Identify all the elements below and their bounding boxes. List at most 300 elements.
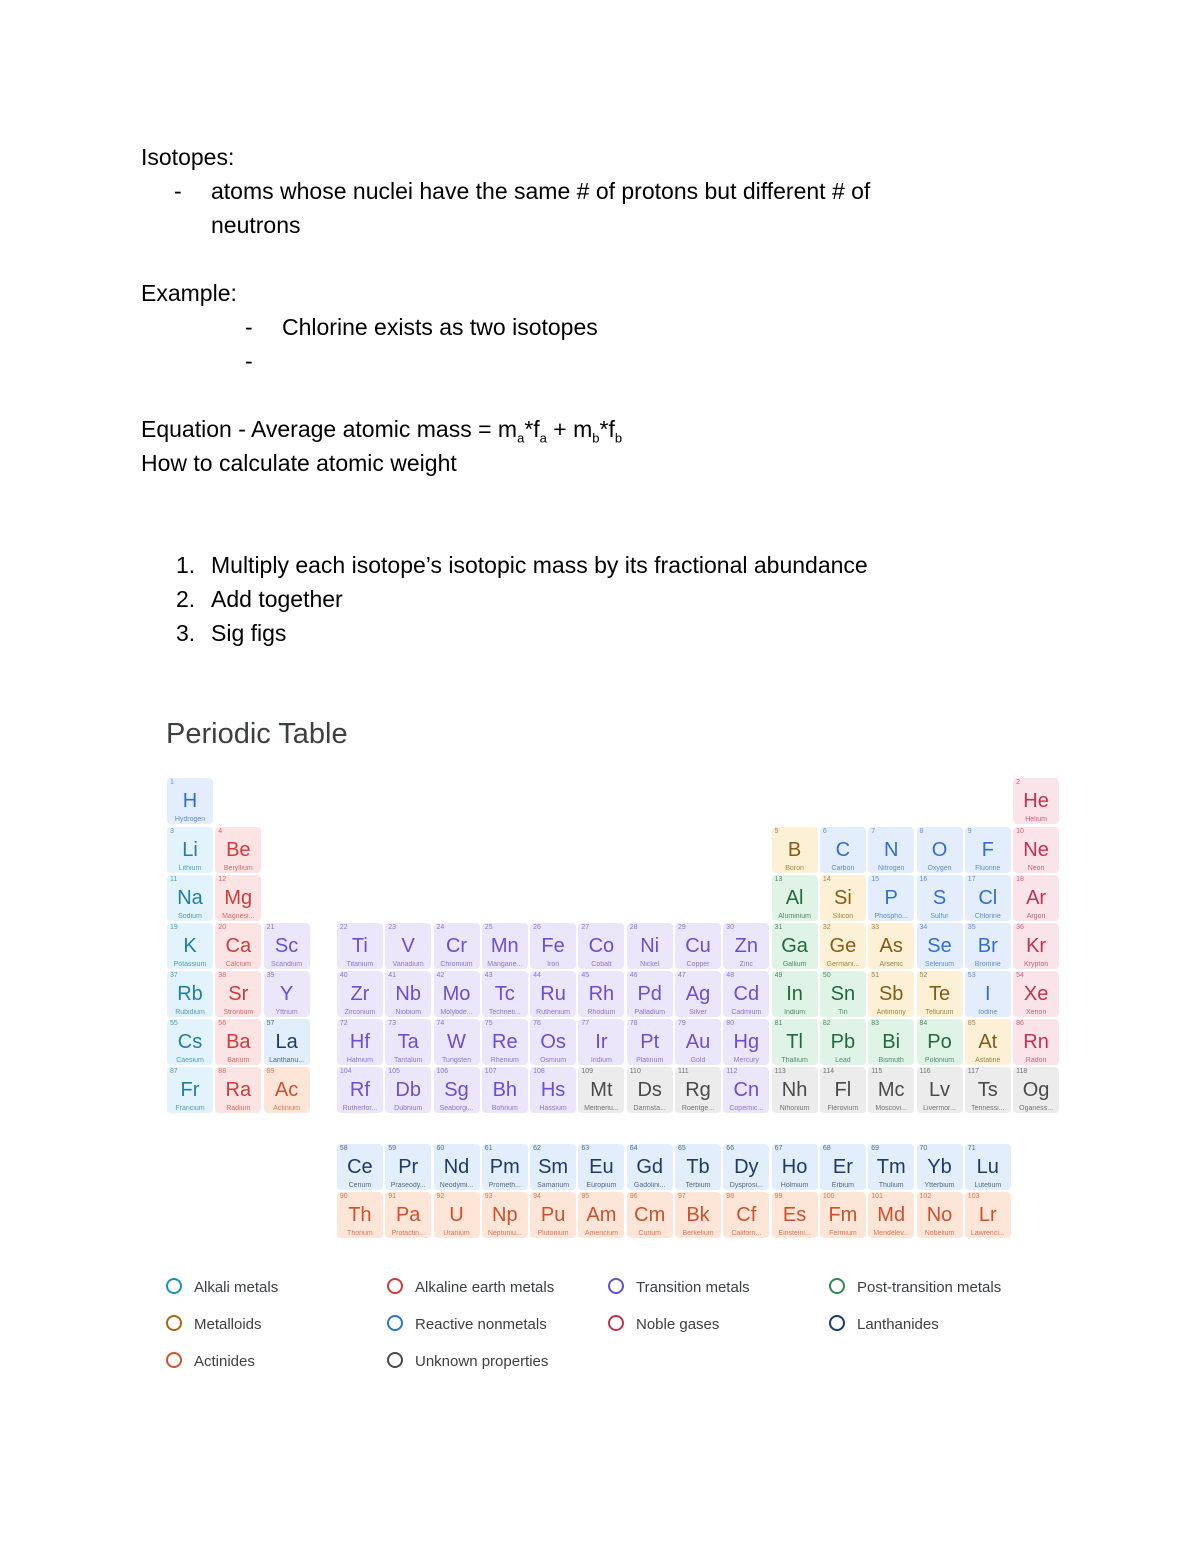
element-symbol: Na bbox=[177, 887, 203, 909]
element-cell-co bbox=[578, 923, 624, 969]
atomic-number: 57 bbox=[266, 1020, 275, 1027]
element-symbol: U bbox=[449, 1204, 464, 1226]
atomic-number: 99 bbox=[774, 1193, 783, 1200]
element-cell-th bbox=[337, 1192, 383, 1238]
atomic-number: 40 bbox=[339, 972, 348, 979]
atomic-number: 55 bbox=[170, 1020, 178, 1027]
element-cell-as bbox=[868, 923, 914, 969]
element-cell-sm bbox=[530, 1144, 576, 1190]
legend-circle-icon bbox=[829, 1315, 845, 1331]
atomic-number: 49 bbox=[774, 972, 783, 979]
atomic-number: 5 bbox=[774, 828, 779, 835]
element-cell-tl bbox=[772, 1019, 818, 1065]
step-text: Sig figs bbox=[211, 620, 287, 646]
element-name: Ytterbium bbox=[924, 1182, 955, 1189]
atomic-number: 72 bbox=[339, 1020, 348, 1027]
element-symbol: Cf bbox=[736, 1204, 757, 1226]
atomic-number: 25 bbox=[484, 924, 493, 931]
atomic-number: 83 bbox=[871, 1020, 879, 1027]
element-name: Nobelium bbox=[924, 1230, 955, 1237]
element-symbol: Er bbox=[832, 1156, 853, 1178]
element-cell-ho bbox=[772, 1144, 818, 1190]
how-to-heading: How to calculate atomic weight bbox=[141, 450, 457, 476]
element-cell-cr bbox=[434, 923, 480, 969]
element-cell-hf bbox=[337, 1019, 383, 1065]
element-name: Hafnium bbox=[346, 1057, 373, 1064]
element-cell-pd bbox=[627, 971, 673, 1017]
element-symbol: Bh bbox=[492, 1079, 518, 1101]
element-name: Thorium bbox=[347, 1230, 373, 1237]
bullet-dash: - bbox=[245, 348, 253, 374]
atomic-number: 21 bbox=[266, 924, 275, 931]
atomic-number: 79 bbox=[678, 1020, 686, 1027]
element-name: Cerium bbox=[348, 1182, 372, 1189]
atomic-number: 39 bbox=[266, 972, 275, 979]
element-symbol: Fm bbox=[828, 1204, 858, 1226]
element-name: Fermium bbox=[829, 1230, 857, 1237]
element-name: Thulium bbox=[878, 1182, 904, 1189]
element-cell-se bbox=[917, 923, 963, 969]
element-name: Iridium bbox=[590, 1057, 612, 1064]
element-name: Moscovi... bbox=[875, 1105, 907, 1112]
atomic-number: 84 bbox=[919, 1020, 928, 1027]
element-cell-rb bbox=[167, 971, 213, 1017]
element-symbol: Bi bbox=[882, 1031, 901, 1053]
element-symbol: Se bbox=[927, 935, 952, 957]
element-name: Plutonium bbox=[537, 1230, 569, 1237]
atomic-number: 62 bbox=[533, 1145, 541, 1152]
element-symbol: In bbox=[786, 983, 803, 1005]
legend-item-al bbox=[166, 1278, 278, 1296]
element-cell-ta bbox=[385, 1019, 431, 1065]
element-cell-xe bbox=[1013, 971, 1059, 1017]
atomic-number: 80 bbox=[726, 1020, 735, 1027]
atomic-number: 10 bbox=[1016, 828, 1024, 835]
element-symbol: H bbox=[182, 790, 198, 812]
element-name: Zinc bbox=[739, 961, 753, 968]
eq-sub-b: b bbox=[614, 430, 623, 446]
atomic-number: 104 bbox=[339, 1068, 352, 1075]
atomic-number: 34 bbox=[919, 924, 928, 931]
element-symbol: Pr bbox=[398, 1156, 419, 1178]
element-name: Europium bbox=[586, 1182, 617, 1189]
element-symbol: Os bbox=[540, 1031, 566, 1053]
element-cell-er bbox=[820, 1144, 866, 1190]
notes-section bbox=[141, 140, 871, 650]
element-symbol: Pd bbox=[637, 983, 662, 1005]
element-name: Rhenium bbox=[490, 1057, 519, 1064]
element-cell-mt bbox=[578, 1067, 624, 1113]
atomic-number: 77 bbox=[581, 1020, 590, 1027]
element-cell-mg bbox=[215, 875, 261, 921]
atomic-number: 59 bbox=[388, 1145, 396, 1152]
element-name: Cadmium bbox=[731, 1009, 762, 1016]
atomic-number: 51 bbox=[871, 972, 879, 979]
atomic-number: 46 bbox=[629, 972, 638, 979]
atomic-number: 68 bbox=[822, 1145, 831, 1152]
element-cell-cs bbox=[167, 1019, 213, 1065]
element-symbol: Pm bbox=[489, 1156, 520, 1178]
element-symbol: Pb bbox=[830, 1031, 856, 1053]
element-name: Calcium bbox=[225, 961, 251, 968]
element-name: Livermor... bbox=[923, 1105, 956, 1112]
atomic-number: 14 bbox=[822, 876, 831, 883]
atomic-number: 102 bbox=[919, 1193, 932, 1200]
isotopes-definition-text: atoms whose nuclei have the same # of protons but different # of bbox=[211, 178, 871, 204]
element-cell-ru bbox=[530, 971, 576, 1017]
element-cell-mo bbox=[434, 971, 480, 1017]
element-cell-v bbox=[385, 923, 431, 969]
legend-circle-icon bbox=[387, 1278, 403, 1294]
atomic-number: 50 bbox=[822, 972, 831, 979]
element-cell-sr bbox=[215, 971, 261, 1017]
element-symbol: Kr bbox=[1026, 935, 1047, 957]
element-symbol: Rn bbox=[1023, 1031, 1049, 1053]
element-name: Seaborgi... bbox=[439, 1105, 474, 1112]
element-name: Xenon bbox=[1025, 1009, 1047, 1016]
legend-label: Metalloids bbox=[194, 1316, 262, 1333]
element-name: Mercury bbox=[733, 1057, 759, 1064]
element-cell-es bbox=[772, 1192, 818, 1238]
legend-label: Post-transition metals bbox=[857, 1279, 1002, 1296]
element-name: Potassium bbox=[173, 961, 207, 968]
element-name: Dubnium bbox=[394, 1105, 423, 1112]
element-cell-tb bbox=[675, 1144, 721, 1190]
element-symbol: Al bbox=[785, 887, 804, 909]
element-symbol: Nd bbox=[443, 1156, 470, 1178]
element-name: Tin bbox=[838, 1009, 848, 1016]
element-symbol: Tm bbox=[876, 1156, 906, 1178]
atomic-number: 64 bbox=[629, 1145, 638, 1152]
atomic-number: 44 bbox=[533, 972, 541, 979]
element-cell-si bbox=[820, 875, 866, 921]
element-cell-ts bbox=[965, 1067, 1011, 1113]
element-symbol: Xe bbox=[1023, 983, 1049, 1005]
element-name: Platinum bbox=[636, 1057, 664, 1064]
element-name: Lutetium bbox=[974, 1182, 1002, 1189]
element-cell-yb bbox=[917, 1144, 963, 1190]
element-cell-ir bbox=[578, 1019, 624, 1065]
element-cell-rn bbox=[1013, 1019, 1059, 1065]
element-symbol: Cl bbox=[978, 887, 998, 909]
eq-f: f bbox=[608, 416, 615, 442]
element-name: Bohrium bbox=[491, 1105, 518, 1112]
element-cell-no bbox=[917, 1192, 963, 1238]
atomic-number: 101 bbox=[871, 1193, 883, 1200]
element-cell-db bbox=[385, 1067, 431, 1113]
element-symbol: Lu bbox=[976, 1156, 999, 1178]
step-text: Multiply each isotope’s isotopic mass by its fractional abundance bbox=[211, 552, 868, 578]
element-cell-pm bbox=[482, 1144, 528, 1190]
element-symbol: Pu bbox=[540, 1204, 566, 1226]
legend-item-ng bbox=[608, 1315, 719, 1333]
atomic-number: 22 bbox=[339, 924, 348, 931]
element-name: Yttrium bbox=[275, 1009, 298, 1016]
element-name: Hassium bbox=[539, 1105, 567, 1112]
element-name: Oganess... bbox=[1019, 1105, 1054, 1112]
atomic-number: 93 bbox=[484, 1193, 493, 1200]
element-symbol: Br bbox=[977, 935, 998, 957]
element-name: Californ... bbox=[731, 1230, 762, 1237]
element-cell-zn bbox=[723, 923, 769, 969]
element-symbol: P bbox=[884, 887, 898, 909]
element-symbol: Y bbox=[279, 983, 294, 1005]
example-bullet-1 bbox=[141, 310, 622, 344]
legend-item-md bbox=[166, 1315, 262, 1333]
equation-prefix: Equation - Average atomic mass = bbox=[141, 416, 498, 442]
element-cell-cl bbox=[965, 875, 1011, 921]
element-cell-lv bbox=[917, 1067, 963, 1113]
element-cell-ar bbox=[1013, 875, 1059, 921]
element-name: Antimony bbox=[876, 1009, 906, 1016]
element-name: Darmsta... bbox=[633, 1105, 666, 1112]
atomic-number: 37 bbox=[170, 972, 178, 979]
atomic-number: 43 bbox=[484, 972, 493, 979]
step-number: 1. bbox=[176, 552, 196, 578]
atomic-number: 82 bbox=[822, 1020, 831, 1027]
element-name: Samarium bbox=[537, 1182, 570, 1189]
element-name: Cobalt bbox=[591, 961, 612, 968]
atomic-number: 3 bbox=[170, 828, 174, 835]
atomic-number: 52 bbox=[919, 972, 928, 979]
element-name: Titanium bbox=[346, 961, 374, 968]
legend-item-ae bbox=[387, 1278, 554, 1296]
atomic-number: 100 bbox=[822, 1193, 835, 1200]
element-symbol: Ce bbox=[347, 1156, 373, 1178]
element-cell-in bbox=[772, 971, 818, 1017]
element-name: Thallium bbox=[781, 1057, 808, 1064]
element-cell-po bbox=[917, 1019, 963, 1065]
element-name: Holmium bbox=[780, 1182, 809, 1189]
atomic-number: 30 bbox=[726, 924, 735, 931]
element-name: Nickel bbox=[640, 961, 660, 968]
element-cell-ag bbox=[675, 971, 721, 1017]
element-cell-np bbox=[482, 1192, 528, 1238]
element-name: Osmium bbox=[540, 1057, 567, 1064]
legend-item-pt bbox=[829, 1278, 1001, 1296]
element-cell-la bbox=[264, 1019, 310, 1065]
atomic-number: 47 bbox=[678, 972, 686, 979]
atomic-number: 81 bbox=[774, 1020, 783, 1027]
element-name: Americium bbox=[584, 1230, 618, 1237]
element-name: Actinium bbox=[273, 1105, 301, 1112]
element-symbol: Cm bbox=[634, 1204, 666, 1226]
element-name: Prometh... bbox=[488, 1182, 521, 1189]
atomic-number: 23 bbox=[388, 924, 396, 931]
element-name: Francium bbox=[175, 1105, 205, 1112]
atomic-number: 106 bbox=[436, 1068, 449, 1075]
element-cell-o bbox=[917, 827, 963, 873]
element-name: Tennessi... bbox=[971, 1105, 1005, 1112]
atomic-number: 85 bbox=[967, 1020, 976, 1027]
element-symbol: N bbox=[883, 839, 899, 861]
element-cell-at bbox=[965, 1019, 1011, 1065]
element-name: Boron bbox=[785, 865, 804, 872]
element-symbol: Fr bbox=[180, 1079, 200, 1101]
element-symbol: Cu bbox=[685, 935, 711, 957]
element-symbol: Zr bbox=[350, 983, 370, 1005]
step-number: 3. bbox=[176, 620, 196, 646]
element-cell-ds bbox=[627, 1067, 673, 1113]
atomic-number: 76 bbox=[533, 1020, 541, 1027]
element-symbol: B bbox=[787, 839, 802, 861]
element-cell-k bbox=[167, 923, 213, 969]
element-symbol: Mc bbox=[877, 1079, 905, 1101]
element-name: Iodine bbox=[978, 1009, 998, 1016]
element-name: Helium bbox=[1025, 816, 1047, 823]
atomic-number: 41 bbox=[388, 972, 396, 979]
atomic-number: 6 bbox=[822, 828, 827, 835]
atomic-number: 95 bbox=[581, 1193, 590, 1200]
atomic-number: 42 bbox=[436, 972, 445, 979]
element-symbol: Hs bbox=[540, 1079, 566, 1101]
element-symbol: Gd bbox=[636, 1156, 664, 1178]
element-name: Lanthanu... bbox=[269, 1057, 305, 1064]
element-symbol: Pt bbox=[640, 1031, 660, 1053]
element-cell-y bbox=[264, 971, 310, 1017]
element-symbol: Rb bbox=[177, 983, 203, 1005]
element-cell-kr bbox=[1013, 923, 1059, 969]
atomic-number: 56 bbox=[218, 1020, 227, 1027]
element-name: Gadolini... bbox=[633, 1182, 666, 1189]
element-name: Magnesi... bbox=[222, 913, 255, 920]
element-cell-ne bbox=[1013, 827, 1059, 873]
element-name: Rutherfor... bbox=[342, 1105, 378, 1112]
element-name: Erbium bbox=[831, 1182, 854, 1189]
element-symbol: Es bbox=[782, 1204, 807, 1226]
element-cell-s bbox=[917, 875, 963, 921]
element-name: Aluminium bbox=[778, 913, 811, 920]
element-name: Tellurium bbox=[925, 1009, 954, 1016]
legend-circle-icon bbox=[608, 1315, 624, 1331]
element-symbol: Rf bbox=[349, 1079, 370, 1101]
element-symbol: Ho bbox=[781, 1156, 808, 1178]
element-symbol: As bbox=[879, 935, 903, 957]
atomic-number: 15 bbox=[871, 876, 879, 883]
element-symbol: Mo bbox=[442, 983, 471, 1005]
element-cell-sg bbox=[434, 1067, 480, 1113]
atomic-number: 90 bbox=[339, 1193, 348, 1200]
element-cell-cd bbox=[723, 971, 769, 1017]
element-symbol: I bbox=[985, 983, 991, 1005]
element-symbol: Ag bbox=[685, 983, 711, 1005]
isotopes-definition-text-cont: neutrons bbox=[211, 212, 301, 238]
atomic-number: 103 bbox=[967, 1193, 980, 1200]
element-symbol: Th bbox=[348, 1204, 372, 1226]
atomic-number: 98 bbox=[726, 1193, 735, 1200]
element-symbol: Fe bbox=[541, 935, 565, 957]
atomic-number: 12 bbox=[218, 876, 227, 883]
element-cell-rg bbox=[675, 1067, 721, 1113]
element-name: Radium bbox=[226, 1105, 251, 1112]
element-symbol: Dy bbox=[734, 1156, 759, 1178]
element-cell-nd bbox=[434, 1144, 480, 1190]
atomic-number: 38 bbox=[218, 972, 227, 979]
element-cell-ge bbox=[820, 923, 866, 969]
element-cell-c bbox=[820, 827, 866, 873]
atomic-number: 69 bbox=[871, 1145, 879, 1152]
element-cell-p bbox=[868, 875, 914, 921]
element-name: Polonium bbox=[924, 1057, 955, 1064]
element-name: Uranium bbox=[443, 1230, 470, 1237]
element-name: Meitneriu... bbox=[584, 1105, 619, 1112]
element-symbol: Sm bbox=[538, 1156, 569, 1178]
element-symbol: Cn bbox=[733, 1079, 760, 1101]
isotopes-definition-line1 bbox=[141, 174, 871, 208]
atomic-number: 1 bbox=[170, 779, 174, 786]
element-cell-ac bbox=[264, 1067, 310, 1113]
element-name: Tungsten bbox=[442, 1057, 471, 1064]
element-symbol: K bbox=[183, 935, 197, 957]
atomic-number: 2 bbox=[1016, 779, 1020, 786]
atomic-number: 89 bbox=[266, 1068, 275, 1075]
element-name: Praseody... bbox=[390, 1182, 426, 1189]
atomic-number: 18 bbox=[1016, 876, 1024, 883]
element-symbol: Sc bbox=[274, 935, 299, 957]
atomic-number: 61 bbox=[484, 1145, 493, 1152]
element-cell-og bbox=[1013, 1067, 1059, 1113]
element-symbol: Lv bbox=[928, 1079, 951, 1101]
element-cell-lu bbox=[965, 1144, 1011, 1190]
legend-item-uk bbox=[387, 1352, 548, 1370]
element-symbol: At bbox=[978, 1031, 998, 1053]
legend-circle-icon bbox=[166, 1352, 182, 1368]
atomic-number: 116 bbox=[919, 1068, 931, 1075]
element-cell-md bbox=[868, 1192, 914, 1238]
legend-label: Reactive nonmetals bbox=[415, 1316, 547, 1333]
atomic-number: 91 bbox=[388, 1193, 396, 1200]
step-text: Add together bbox=[211, 586, 343, 612]
eq-m: m bbox=[573, 416, 593, 442]
element-symbol: Ta bbox=[397, 1031, 419, 1053]
atomic-number: 33 bbox=[871, 924, 879, 931]
atomic-number: 48 bbox=[726, 972, 735, 979]
atomic-number: 60 bbox=[436, 1145, 445, 1152]
element-name: Lithium bbox=[178, 865, 202, 872]
eq-plus: + bbox=[546, 416, 574, 442]
element-symbol: Sn bbox=[830, 983, 856, 1005]
atomic-number: 107 bbox=[484, 1068, 497, 1075]
eq-sub-a: a bbox=[517, 430, 525, 446]
element-symbol: F bbox=[981, 839, 994, 861]
element-name: Palladium bbox=[634, 1009, 666, 1016]
element-symbol: Ba bbox=[226, 1031, 251, 1053]
element-cell-f bbox=[965, 827, 1011, 873]
element-symbol: C bbox=[835, 839, 851, 861]
element-name: Gallium bbox=[782, 961, 807, 968]
element-symbol: V bbox=[401, 935, 415, 957]
element-symbol: Ti bbox=[351, 935, 368, 957]
atomic-number: 54 bbox=[1016, 972, 1024, 979]
element-symbol: Ts bbox=[977, 1079, 998, 1101]
element-name: Bismuth bbox=[878, 1057, 904, 1064]
atomic-number: 70 bbox=[919, 1145, 928, 1152]
element-symbol: Fl bbox=[834, 1079, 852, 1101]
atomic-number: 112 bbox=[726, 1068, 738, 1075]
atomic-number: 71 bbox=[967, 1145, 976, 1152]
element-symbol: O bbox=[931, 839, 948, 861]
element-name: Bromine bbox=[974, 961, 1001, 968]
element-name: Mendelev... bbox=[873, 1230, 910, 1237]
atomic-number: 11 bbox=[170, 876, 178, 883]
element-symbol: Hf bbox=[349, 1031, 370, 1053]
element-name: Oxygen bbox=[927, 865, 952, 872]
element-symbol: Cr bbox=[445, 935, 468, 957]
atomic-number: 27 bbox=[581, 924, 590, 931]
atomic-number: 66 bbox=[726, 1145, 735, 1152]
atomic-number: 94 bbox=[533, 1193, 541, 1200]
element-cell-ba bbox=[215, 1019, 261, 1065]
